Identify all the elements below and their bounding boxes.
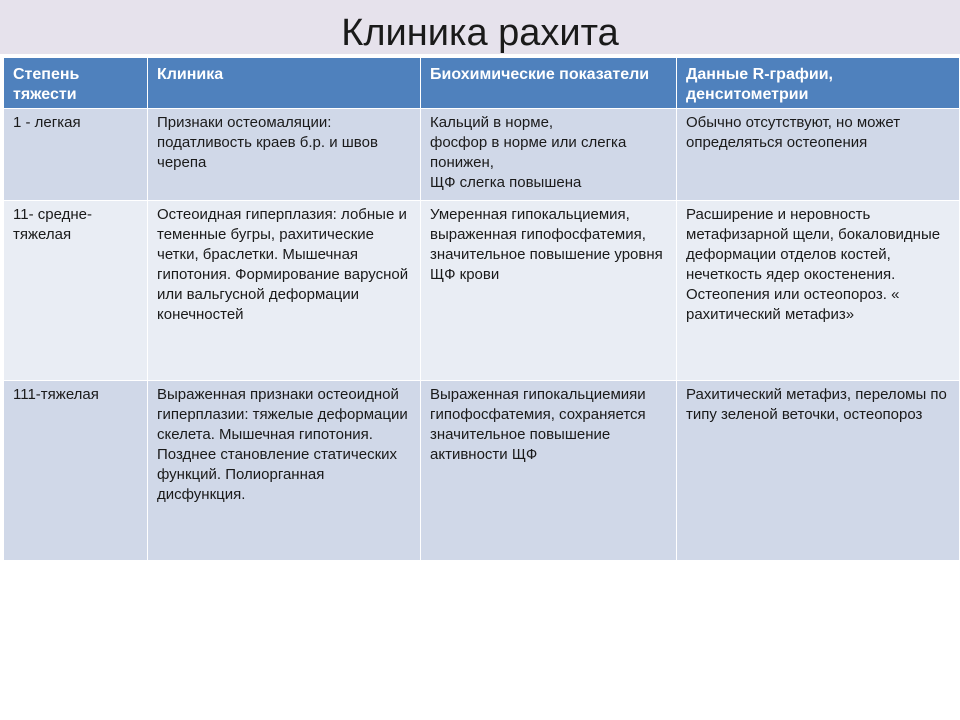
table-row — [4, 109, 960, 201]
cell-clinic — [148, 381, 421, 561]
table-row — [4, 381, 960, 561]
cell-biochem-text: Выраженная гипокальциемияи гипофосфатемия, сохраняется значительное повышение активности ЩФ — [430, 386, 646, 463]
cell-xray — [677, 109, 960, 201]
cell-xray — [677, 201, 960, 381]
cell-clinic-text: Остеоидная гиперплазия: лобные и теменные бугры, рахитические четки, браслетки. Мышечная гипотония. Формирование варусной или вальгусной деформации конечностей — [157, 206, 409, 323]
cell-degree — [4, 381, 148, 561]
header-xray: Данные R-графии, денситометрии — [677, 58, 960, 109]
cell-clinic — [148, 109, 421, 201]
cell-degree-text: 11- средне-тяжелая — [13, 206, 92, 243]
cell-xray-text: Расширение и неровность метафизарной щели, бокаловидные деформации отделов костей, нечеткость ядер окостенения. Остеопения или остеопороз. « рахитический метафиз» — [686, 206, 941, 323]
cell-degree-text: 111-тяжелая — [13, 386, 99, 403]
table-header-row — [4, 58, 960, 109]
cell-biochem — [421, 109, 677, 201]
slide-title: Клиника рахита — [341, 12, 619, 54]
cell-clinic-text: Выраженная признаки остеоидной гиперплазии: тяжелые деформации скелета. Мышечная гипотония. Позднее становление статических функций. Полиорганная дисфункция. — [157, 386, 408, 503]
table-row — [4, 201, 960, 381]
cell-degree — [4, 201, 148, 381]
cell-clinic — [148, 201, 421, 381]
cell-xray-text: Обычно отсутствуют, но может определяться остеопения — [686, 114, 901, 151]
header-biochem: Биохимические показатели — [421, 58, 677, 109]
cell-biochem — [421, 381, 677, 561]
header-degree: Степень тяжести — [4, 58, 148, 109]
cell-degree — [4, 109, 148, 201]
cell-biochem — [421, 201, 677, 381]
cell-biochem-text: Кальций в норме, фосфор в норме или слегка понижен, ЩФ слегка повышена — [430, 114, 627, 191]
cell-xray — [677, 381, 960, 561]
cell-xray-text: Рахитический метафиз, переломы по типу зеленой веточки, остеопороз — [686, 386, 947, 423]
cell-biochem-text: Умеренная гипокальциемия, выраженная гипофосфатемия, значительное повышение уровня ЩФ крови — [430, 206, 663, 283]
header-clinic: Клиника — [148, 58, 421, 109]
cell-degree-text: 1 - легкая — [13, 114, 81, 131]
cell-clinic-text: Признаки остеомаляции: податливость краев б.р. и швов черепа — [157, 114, 378, 171]
rickets-clinic-table — [3, 57, 960, 561]
